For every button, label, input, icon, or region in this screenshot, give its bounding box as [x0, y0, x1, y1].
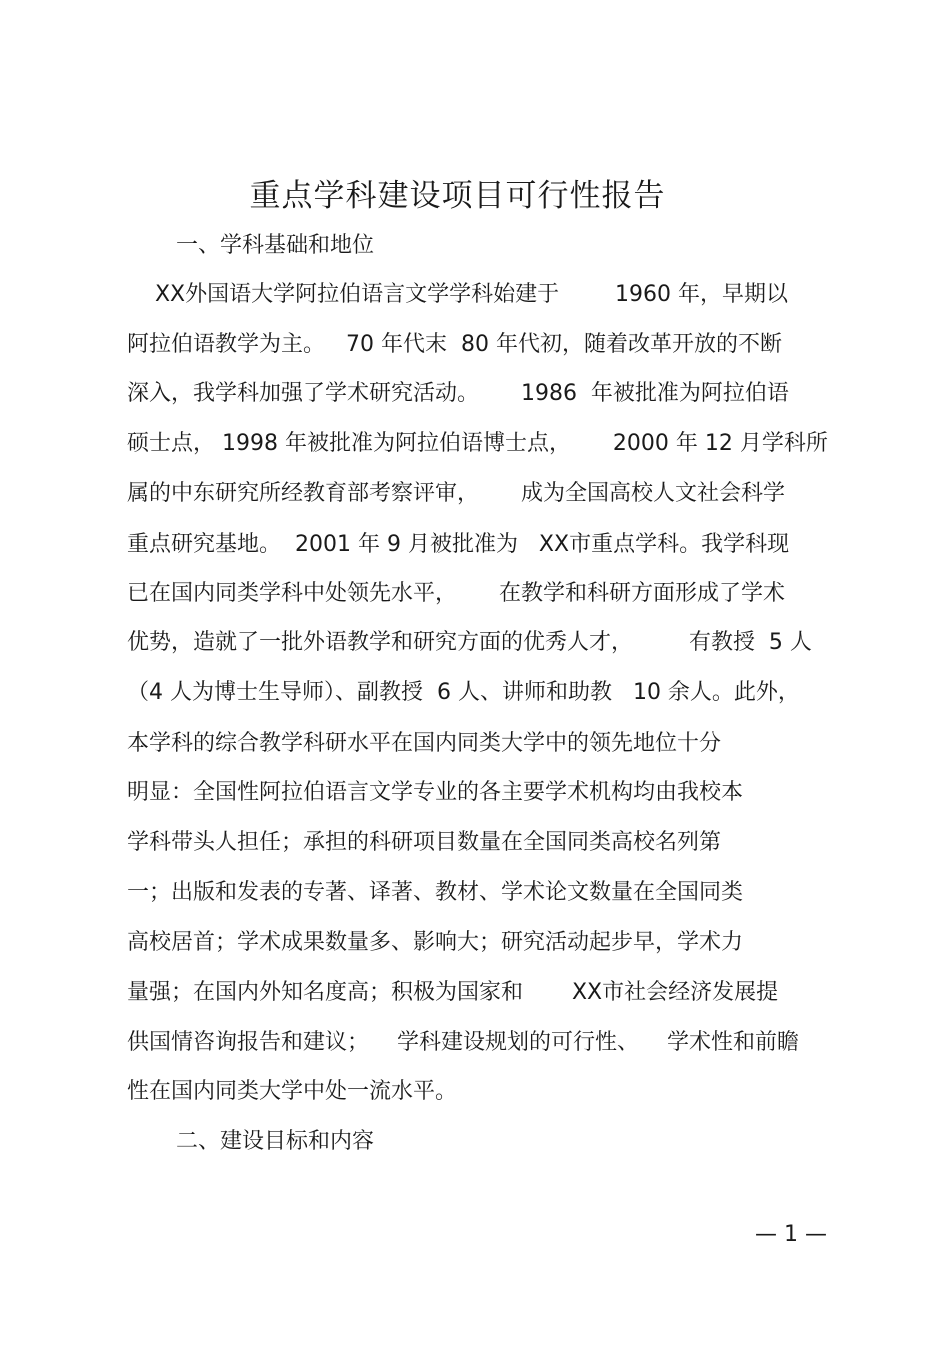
body-line: 性在国内同类大学中处一流水平。 [127, 1079, 458, 1104]
body-line: （4 人为博士生导师）、副教授 6 人、讲师和助教 10 余人。此外， [127, 680, 800, 705]
body-line: 已在国内同类学科中处领先水平， 在教学和科研方面形成了学术 [127, 581, 785, 606]
body-line: 高校居首；学术成果数量多、影响大；研究活动起步早，学术力 [127, 930, 744, 955]
body-line: 明显：全国性阿拉伯语言文学专业的各主要学术机构均由我校本 [127, 780, 744, 805]
section-heading-1: 一、学科基础和地位 [176, 233, 375, 258]
body-line: 本学科的综合教学科研水平在国内同类大学中的领先地位十分 [127, 731, 722, 756]
body-line: 优势，造就了一批外语教学和研究方面的优秀人才， 有教授 5 人 [127, 630, 812, 655]
body-line: 属的中东研究所经教育部考察评审， 成为全国高校人文社会科学 [127, 481, 785, 506]
body-line: XX外国语大学阿拉伯语言文学学科始建于 1960 年，早期以 [127, 282, 789, 307]
body-line: 量强；在国内外知名度高；积极为国家和 XX市社会经济发展提 [127, 980, 779, 1005]
body-line: 硕士点， 1998 年被批准为阿拉伯语博士点， 2000 年 12 月学科所 [127, 431, 828, 456]
section-heading-2: 二、建设目标和内容 [176, 1129, 375, 1154]
body-line: 深入，我学科加强了学术研究活动。 1986 年被批准为阿拉伯语 [127, 381, 789, 406]
document-title: 重点学科建设项目可行性报告 [249, 178, 666, 214]
body-line: 学科带头人担任；承担的科研项目数量在全国同类高校名列第 [127, 830, 722, 855]
page-number: — 1 — [755, 1222, 827, 1247]
body-line: 供国情咨询报告和建议； 学科建设规划的可行性、 学术性和前瞻 [127, 1030, 799, 1055]
body-line: 一；出版和发表的专著、译著、教材、学术论文数量在全国同类 [127, 880, 744, 905]
body-line: 重点研究基地。 2001 年 9 月被批准为 XX市重点学科。我学科现 [127, 532, 790, 557]
body-line: 阿拉伯语教学为主。 70 年代末 80 年代初，随着改革开放的不断 [127, 332, 782, 357]
